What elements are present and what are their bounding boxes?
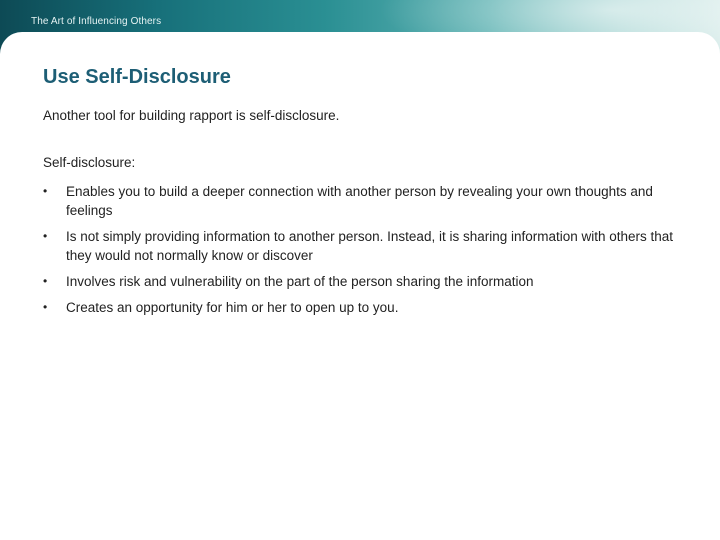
presentation-title: The Art of Influencing Others — [31, 16, 162, 27]
bullet-text: Enables you to build a deeper connection with another person by revealing your own thoughts and feelings — [66, 184, 653, 218]
slide-title: Use Self-Disclosure — [43, 66, 231, 88]
bullet-icon: • — [43, 300, 48, 314]
bullet-item — [43, 182, 683, 220]
bullet-item — [43, 272, 683, 291]
lead-text: Self-disclosure: — [43, 155, 136, 170]
bullet-icon: • — [43, 184, 48, 198]
bullet-item — [43, 227, 683, 265]
bullet-list — [43, 182, 683, 324]
bullet-text: Creates an opportunity for him or her to open up to you. — [66, 300, 399, 315]
intro-text: Another tool for building rapport is self-disclosure. — [43, 108, 340, 123]
bullet-text: Is not simply providing information to another person. Instead, it is sharing information with others that they would not normally know or discover — [66, 229, 674, 263]
bullet-text: Involves risk and vulnerability on the part of the person sharing the information — [66, 274, 534, 289]
bullet-icon: • — [43, 274, 48, 288]
bullet-icon: • — [43, 229, 48, 243]
bullet-item — [43, 298, 683, 317]
